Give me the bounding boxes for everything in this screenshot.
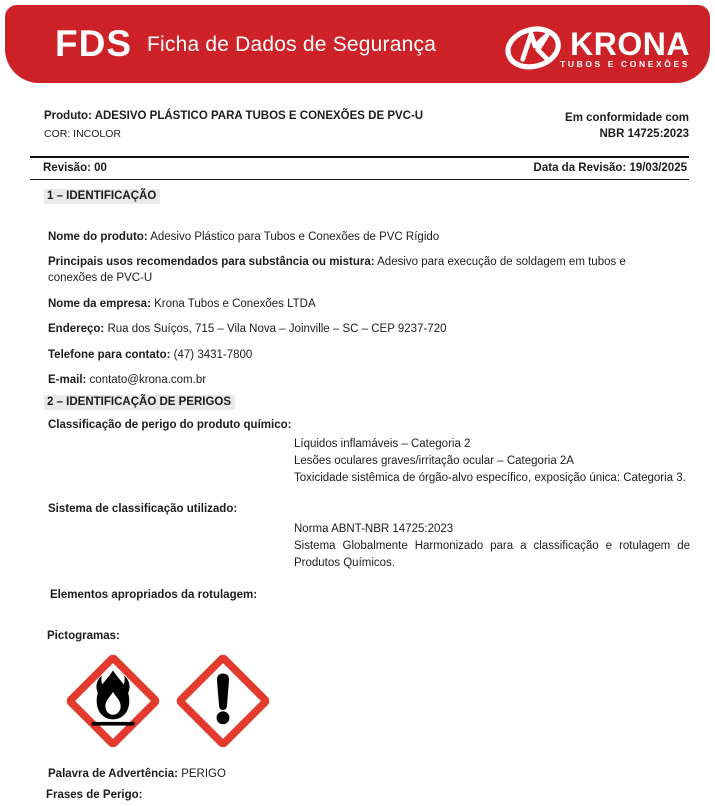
field-email: E-mail: contato@krona.com.br xyxy=(48,373,207,386)
hazard-line: Toxicidade sistêmica de órgão-alvo específico, exposição única: Categoria 3. xyxy=(294,472,686,484)
system-line: Norma ABNT-NBR 14725:2023 xyxy=(294,523,454,535)
ghs-pictograms xyxy=(62,650,274,752)
product-block xyxy=(44,110,423,140)
field-address: Endereço: Rua dos Suíços, 715 – Vila Nova – Joinville – SC – CEP 9237-720 xyxy=(48,322,447,335)
hazard-classification-lines xyxy=(294,436,690,487)
document-type-header xyxy=(55,5,436,83)
revision-value: 00 xyxy=(94,162,107,174)
section-2-title: 2 – IDENTIFICAÇÃO DE PERIGOS xyxy=(44,396,235,408)
hazard-line: Líquidos inflamáveis – Categoria 2 xyxy=(294,438,471,450)
classification-system-lines xyxy=(294,521,690,572)
product-value: ADESIVO PLÁSTICO PARA TUBOS E CONEXÕES DE PVC-U xyxy=(94,110,424,122)
conformity-line1: Em conformidade com xyxy=(565,112,689,124)
product-info-row xyxy=(44,110,689,142)
labeling-elements-label: Elementos apropriados da rotulagem: xyxy=(50,589,258,601)
section-1-title: 1 – IDENTIFICAÇÃO xyxy=(44,190,160,202)
field-phone: Telefone para contato: (47) 3431-7800 xyxy=(48,348,253,361)
exclamation-mark-pictogram-icon xyxy=(172,650,274,752)
product-label: Produto: xyxy=(44,110,92,122)
hazard-line: Lesões oculares graves/irritação ocular – Categoria 2A xyxy=(294,455,574,467)
fds-abbreviation: FDS xyxy=(55,23,132,64)
system-line: Sistema Globalmente Harmonizado para a classificação e rotulagem de Produtos Químicos. xyxy=(294,540,690,569)
krona-logo-text xyxy=(560,25,690,69)
product-line xyxy=(44,110,423,122)
field-recommended-uses: Principais usos recomendados para substância ou mistura: Adesivo para execução de soldagem em tubos e conexões de PVC-U xyxy=(48,255,626,284)
field-company-name: Nome da empresa: Krona Tubos e Conexões LTDA xyxy=(48,297,316,310)
brand-tagline: TUBOS E CONEXÕES xyxy=(560,58,690,69)
brand-name: KRONA xyxy=(570,25,690,62)
hazard-phrases-label: Frases de Perigo: xyxy=(46,789,143,801)
revision-row xyxy=(30,156,689,180)
conformity-line2: NBR 14725:2023 xyxy=(599,128,689,140)
pictograms-label: Pictogramas: xyxy=(47,630,120,642)
revision-date-block xyxy=(534,162,687,174)
krona-logo-icon xyxy=(502,19,568,80)
header-banner xyxy=(5,5,710,83)
krona-logo xyxy=(502,17,690,80)
warning-word-value: PERIGO xyxy=(181,768,226,780)
revision-block xyxy=(43,162,107,174)
revision-label: Revisão: xyxy=(43,162,91,174)
revision-date-label: Data da Revisão: xyxy=(533,162,627,174)
conformity-block xyxy=(565,110,689,142)
hazard-classification-label: Classificação de perigo do produto químico: xyxy=(48,419,292,431)
classification-system-label: Sistema de classificação utilizado: xyxy=(48,503,238,515)
color-line: COR: INCOLOR xyxy=(44,128,122,140)
warning-word-line xyxy=(48,768,226,780)
warning-word-label: Palavra de Advertência: xyxy=(48,768,178,780)
document-title: Ficha de Dados de Segurança xyxy=(147,33,437,56)
flame-pictogram-icon xyxy=(62,650,164,752)
field-product-name: Nome do produto: Adesivo Plástico para Tubos e Conexões de PVC Rígido xyxy=(48,230,440,243)
revision-date-value: 19/03/2025 xyxy=(629,162,687,174)
